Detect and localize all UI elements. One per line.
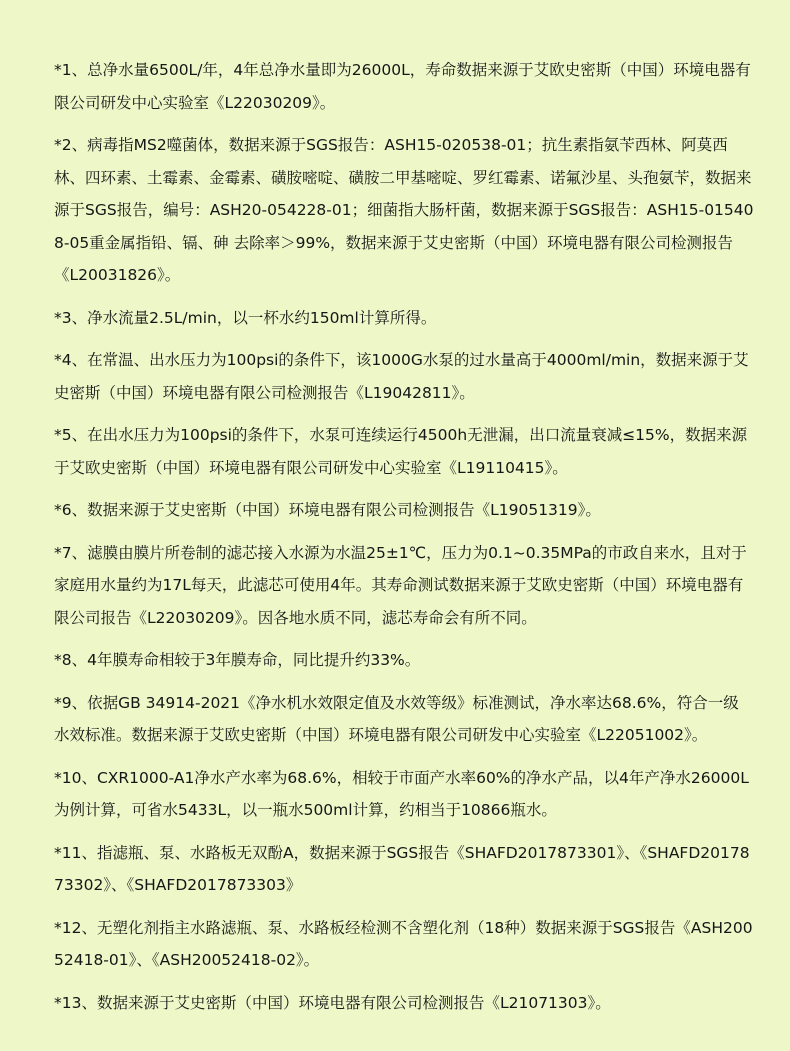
footnote-9: *9、依据GB 34914-2021《净水机水效限定值及水效等级》标准测试，净水率达68.6%，符合一级水效标准。数据来源于艾欧史密斯（中国）环境电器有限公司研发中心实验室《L22051002》。 bbox=[54, 693, 739, 744]
footnote-11: *11、指滤瓶、泵、水路板无双酚A，数据来源于SGS报告《SHAFD2017873301》、《SHAFD2017873302》、《SHAFD2017873303》 bbox=[54, 843, 750, 894]
footnote-7: *7、滤膜由膜片所卷制的滤芯接入水源为水温25±1℃，压力为0.1~0.35MPa的市政自来水，且对于家庭用水量约为17L每天，此滤芯可使用4年。其寿命测试数据来源于艾欧史密斯（中国）环境电器有限公司报告《L22030209》。因各地水质不同，滤芯寿命会有所不同。 bbox=[54, 543, 747, 627]
footnote-4: *4、在常温、出水压力为100psi的条件下，该1000G水泵的过水量高于4000ml/min，数据来源于艾史密斯（中国）环境电器有限公司检测报告《L19042811》。 bbox=[54, 351, 749, 402]
footnote-1: *1、总净水量6500L/年，4年总净水量即为26000L，寿命数据来源于艾欧史密斯（中国）环境电器有限公司研发中心实验室《L22030209》。 bbox=[54, 61, 751, 112]
footnote-2: *2、病毒指MS2噬菌体，数据来源于SGS报告：ASH15-020538-01；抗生素指氨苄西林、阿莫西林、四环素、土霉素、金霉素、磺胺嘧啶、磺胺二甲基嘧啶、罗红霉素、诺氟沙星、头孢氨苄，数据来源于SGS报告，编号：ASH20-054228-01；细菌指大肠杆菌，数据来源于SGS报告：ASH15-015408-05重金属指铅、镉、砷 去除率＞99%，数据来源于艾史密斯（中国）环境电器有限公司检测报告《L20031826》。 bbox=[54, 136, 754, 284]
footnote-12: *12、无塑化剂指主水路滤瓶、泵、水路板经检测不含塑化剂（18种）数据来源于SGS报告《ASH20052418-01》、《ASH20052418-02》。 bbox=[54, 918, 753, 969]
footnote-8: *8、4年膜寿命相较于3年膜寿命，同比提升约33%。 bbox=[54, 651, 421, 669]
footnote-6: *6、数据来源于艾史密斯（中国）环境电器有限公司检测报告《L19051319》。 bbox=[54, 501, 601, 519]
footnote-5: *5、在出水压力为100psi的条件下，水泵可连续运行4500h无泄漏，出口流量衰减≤15%，数据来源于艾欧史密斯（中国）环境电器有限公司研发中心实验室《L19110415》。 bbox=[54, 426, 748, 477]
footnote-13: *13、数据来源于艾史密斯（中国）环境电器有限公司检测报告《L21071303》。 bbox=[54, 993, 611, 1012]
footnote-3: *3、净水流量2.5L/min，以一杯水约150ml计算所得。 bbox=[54, 308, 437, 327]
footnote-10: *10、CXR1000-A1净水产水率为68.6%，相较于市面产水率60%的净水产品，以4年产净水26000L为例计算，可省水5433L，以一瓶水500ml计算，约相当于10866瓶水。 bbox=[54, 768, 749, 819]
